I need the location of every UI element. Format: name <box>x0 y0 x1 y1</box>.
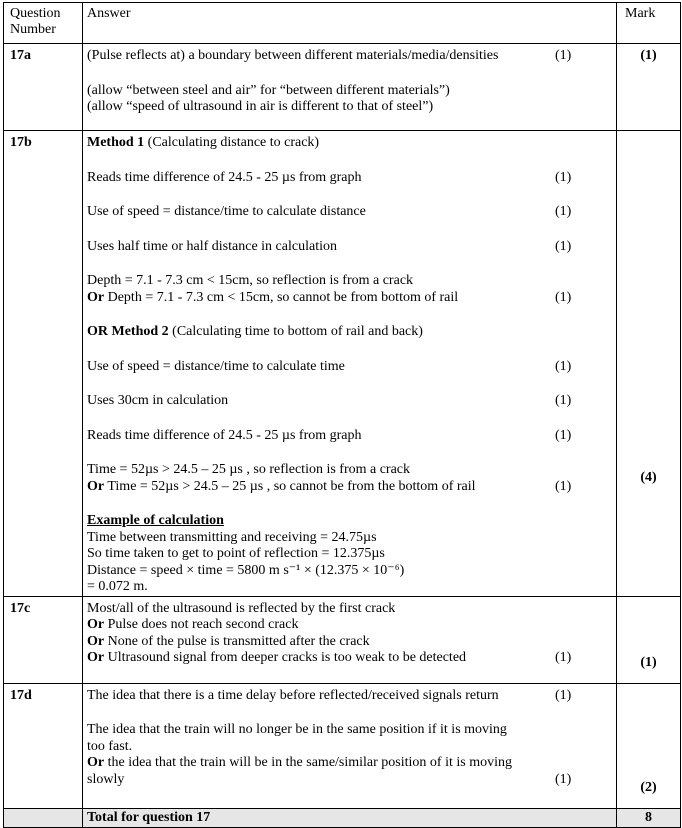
answer-text: slowly <box>87 771 125 787</box>
bold-lead: OR Method 2 <box>87 324 169 339</box>
answer-block <box>87 135 616 152</box>
answer-text: Use of speed = distance/time to calculate distance <box>87 204 366 219</box>
mark-cell <box>617 44 681 131</box>
answer-line <box>87 530 557 547</box>
answer-line <box>87 358 572 376</box>
answer-line <box>87 393 572 410</box>
answer-line <box>87 546 557 563</box>
question-number: 17b <box>4 131 83 597</box>
answer-text: too fast. <box>87 738 133 754</box>
answer-block <box>87 204 616 221</box>
question-number: 17a <box>4 44 83 131</box>
answer-line <box>87 324 557 341</box>
question-number: 17c <box>4 596 83 683</box>
answer-line <box>87 135 557 152</box>
sub-mark: (1) <box>555 358 572 374</box>
sub-mark: (1) <box>555 169 572 185</box>
total-value: 8 <box>617 808 681 827</box>
answer-block <box>87 428 616 445</box>
answer-block <box>87 601 616 667</box>
answer-line <box>87 462 557 479</box>
answer-line <box>87 650 572 667</box>
answer-line <box>87 601 557 618</box>
answer-block <box>87 48 616 65</box>
bold-lead: Or <box>87 755 105 770</box>
mark-cell <box>617 131 681 597</box>
answer-text: Depth = 7.1 - 7.3 cm < 15cm, so cannot be from bottom of rail <box>104 289 459 305</box>
answer-line <box>87 634 557 651</box>
answer-line <box>87 273 557 290</box>
answer-block <box>87 273 616 306</box>
answer-text: Distance = speed × time = 5800 m s⁻¹ × (12.375 × 10⁻⁶) <box>87 562 405 578</box>
answer-line <box>87 83 557 100</box>
answer-text: (allow “between steel and air” for “between different materials”) <box>87 82 450 98</box>
question-number: 17d <box>4 683 83 808</box>
answer-block <box>87 513 616 596</box>
answer-line <box>87 99 557 116</box>
answer-text: (Calculating time to bottom of rail and back) <box>168 324 423 339</box>
answer-line <box>87 48 572 65</box>
mark-scheme-table <box>3 2 681 828</box>
answer-text: (allow “speed of ultrasound in air is different to that of steel”) <box>87 99 434 114</box>
answer-line <box>87 204 572 221</box>
question-row-17d <box>4 683 681 808</box>
answer-text: the idea that the train will be in the same/similar position of it is moving <box>104 755 512 770</box>
answer-text: Time = 52µs > 24.5 – 25 µs , so reflection is from a crack <box>87 462 411 477</box>
answer-line <box>87 722 557 739</box>
answer-line <box>87 687 572 705</box>
answer-block <box>87 359 616 376</box>
sub-mark: (1) <box>555 687 572 703</box>
answer-line <box>87 579 557 596</box>
sub-mark: (1) <box>555 771 572 787</box>
question-row-17c <box>4 596 681 683</box>
total-mark: (2) <box>640 779 657 795</box>
answer-line <box>87 289 572 307</box>
answer-block <box>87 324 616 341</box>
answer-block <box>87 688 616 705</box>
total-mark: (1) <box>640 654 657 670</box>
answer-block <box>87 722 616 788</box>
total-row <box>4 808 681 827</box>
answer-text: Uses 30cm in calculation <box>87 393 229 408</box>
total-empty <box>4 808 83 827</box>
header-question-line2: Number <box>10 22 56 37</box>
total-label: Total for question 17 <box>83 808 617 827</box>
answer-block <box>87 239 616 256</box>
total-mark: (4) <box>640 470 657 485</box>
answer-cell <box>83 44 617 131</box>
header-question-number <box>4 3 83 44</box>
header-question-line1: Question <box>10 6 61 21</box>
answer-block <box>87 462 616 495</box>
bold-lead: Or <box>87 650 105 665</box>
answer-cell <box>83 596 617 683</box>
answer-line <box>87 755 557 772</box>
sub-mark: (1) <box>555 427 572 443</box>
sub-mark: (1) <box>555 238 572 254</box>
answer-text: Reads time difference of 24.5 - 25 µs from graph <box>87 169 362 185</box>
answer-line <box>87 427 572 445</box>
sub-mark: (1) <box>555 393 572 408</box>
total-mark: (1) <box>640 48 657 63</box>
answer-text: So time taken to get to point of reflection = 12.375µs <box>87 546 385 561</box>
answer-line <box>87 563 557 580</box>
bold-lead: Or <box>87 478 105 494</box>
answer-line <box>87 478 572 496</box>
answer-text: = 0.072 m. <box>87 579 148 594</box>
answer-line <box>87 513 557 530</box>
question-row-17b <box>4 131 681 597</box>
bold-lead: Method 1 <box>87 135 145 150</box>
answer-text: Ultrasound signal from deeper cracks is too weak to be detected <box>104 650 467 665</box>
header-mark: Mark <box>617 3 681 44</box>
answer-text: Use of speed = distance/time to calculate time <box>87 358 345 374</box>
bold-lead: Example of calculation <box>87 513 224 528</box>
sub-mark: (1) <box>555 204 572 219</box>
answer-line <box>87 771 572 789</box>
answer-text: The idea that there is a time delay before reflected/received signals return <box>87 687 499 703</box>
header-answer: Answer <box>83 3 617 44</box>
answer-text: Uses half time or half distance in calculation <box>87 238 337 254</box>
answer-line <box>87 617 557 634</box>
answer-text: Depth = 7.1 - 7.3 cm < 15cm, so reflection is from a crack <box>87 273 414 288</box>
answer-line <box>87 739 557 756</box>
answer-block <box>87 393 616 410</box>
answer-text: Time between transmitting and receiving = 24.75µs <box>87 529 377 545</box>
answer-text: (Calculating distance to crack) <box>144 135 320 150</box>
answer-line <box>87 238 572 256</box>
answer-text: (Pulse reflects at) a boundary between different materials/media/densities <box>87 48 499 63</box>
answer-text: Reads time difference of 24.5 - 25 µs from graph <box>87 427 362 443</box>
answer-text: None of the pulse is transmitted after the crack <box>104 633 370 649</box>
sub-mark: (1) <box>555 650 572 665</box>
answer-cell <box>83 131 617 597</box>
sub-mark: (1) <box>555 478 572 494</box>
answer-text: Most/all of the ultrasound is reflected by the first crack <box>87 600 396 616</box>
mark-cell <box>617 596 681 683</box>
header-row <box>4 3 681 44</box>
answer-text: The idea that the train will no longer be in the same position if it is moving <box>87 722 507 737</box>
mark-cell <box>617 683 681 808</box>
answer-block <box>87 83 616 116</box>
sub-mark: (1) <box>555 289 572 305</box>
question-row-17a <box>4 44 681 131</box>
answer-block <box>87 170 616 187</box>
bold-lead: Or <box>87 617 105 632</box>
bold-lead: Or <box>87 289 105 305</box>
answer-text: Pulse does not reach second crack <box>104 617 299 632</box>
answer-line <box>87 169 572 187</box>
answer-text: Time = 52µs > 24.5 – 25 µs , so cannot be from the bottom of rail <box>104 478 476 494</box>
sub-mark: (1) <box>555 48 572 63</box>
bold-lead: Or <box>87 633 105 649</box>
answer-cell <box>83 683 617 808</box>
